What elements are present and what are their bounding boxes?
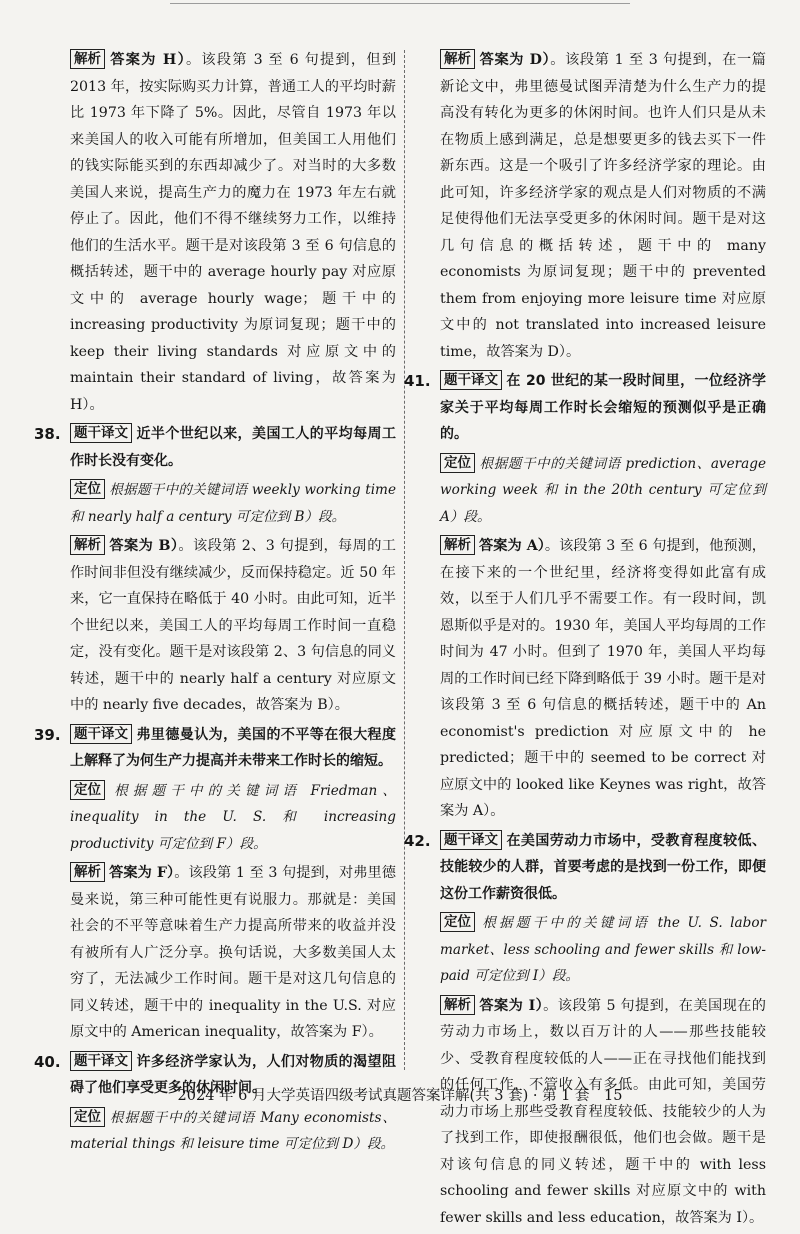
question-42-text: 在美国劳动力市场中，受教育程度较低、技能较少的人群，首要考虑的是找到一份工作，即便这份工作薪资很低。	[440, 832, 766, 902]
locate-label: 定位	[440, 912, 475, 932]
question-41-analysis: 。该段第 3 至 6 句提到，他预测，在接下来的一个世纪里，经济将变得如此富有成效，以至于人们几乎不需要工作。有一段时间，凯恩斯似乎是对的。1930 年，美国人平均每周的工作时间为 47 小时。但到了 1970 年，美国人平均每周的工作时间已经下降到略低于 39 小时。题干是对该段第 3 至 6 句信息的概括转述，题干中的 An economist's prediction 对应原文中的 he predicted；题干中的 seemed to be correct 对应原文中的 looked like Keynes was right，故答案为 A）。	[440, 538, 766, 819]
top-rule	[170, 3, 630, 4]
answer-38: 答案为 B）	[109, 538, 179, 554]
analysis-label: 解析	[440, 49, 475, 69]
locate-label: 定位	[440, 453, 475, 473]
analysis-label: 解析	[440, 535, 475, 555]
translation-label: 题干译文	[70, 724, 132, 744]
question-38-analysis: 。该段第 2、3 句提到，每周的工作时间非但没有继续减少，反而保持稳定。近 50 年来，它一直保持在略低于 40 小时。由此可知，近半个世纪以来，美国工人的平均每周工作时间一直稳定，没有变化。题干是对该段第 2、3 句信息的同义转述，题干中的 nearly half a century 对应原文中的 nearly five decades，故答案为 B）。	[70, 538, 396, 713]
answer-39: 答案为 F）	[109, 865, 175, 881]
question-42	[404, 828, 766, 1232]
analysis-label: 解析	[70, 49, 105, 69]
question-38-locate: 根据题干中的关键词语 weekly working time 和 nearly half a century 可定位到 B）段。	[70, 482, 396, 525]
translation-label: 题干译文	[440, 830, 502, 850]
answer-42: 答案为 I）	[479, 997, 544, 1014]
analysis-paragraph-h	[70, 47, 396, 418]
question-41	[404, 368, 766, 825]
locate-label: 定位	[70, 1107, 105, 1127]
question-number-42: 42.	[404, 831, 431, 850]
answer-40: 答案为 D）	[479, 52, 551, 68]
answer-41: 答案为 A）	[479, 538, 545, 554]
question-42-analysis: 。该段第 5 句提到，在美国现在的劳动力市场上，数以百万计的人——那些技能较少、受教育程度较低的人——正在寻找他们能找到的任何工作，不管收入有多低。由此可知，美国劳动力市场上那些受教育程度较低、技能较少的人为了找到工作，即使报酬很低，他们也会做。题干是对该句信息的同义转述，题干中的 with less schooling and fewer skills 对应原文中的 with fewer skills and less education，故答案为 I）。	[440, 997, 766, 1226]
question-number-38: 38.	[34, 425, 61, 443]
question-number-39: 39.	[34, 725, 61, 744]
question-number-40: 40.	[34, 1052, 61, 1071]
page-footer: 2024 年 6 月大学英语四级考试真题答案详解(共 3 套) · 第 1 套 15	[177, 1088, 623, 1104]
right-column	[404, 47, 766, 1234]
question-41-locate: 根据题干中的关键词语 prediction、average working week 和 in the 20th century 可定位到 A）段。	[440, 455, 766, 525]
question-40-text: 许多经济学家认为，人们对物质的渴望阻碍了他们享受更多的休闲时间。	[70, 1053, 396, 1096]
question-38-text: 近半个世纪以来，美国工人的平均每周工作时长没有变化。	[70, 426, 396, 469]
translation-label: 题干译文	[70, 1051, 132, 1071]
analysis-paragraph-d	[440, 47, 766, 365]
question-39-locate: 根据题干中的关键词语 Friedman、inequality in the U. S. 和 increasing productivity 可定位到 F）段。	[70, 782, 396, 852]
locate-label: 定位	[70, 479, 105, 499]
question-40-locate: 根据题干中的关键词语 Many economists、material things 和 leisure time 可定位到 D）段。	[70, 1109, 396, 1152]
analysis-label: 解析	[440, 995, 475, 1015]
translation-label: 题干译文	[70, 423, 132, 443]
analysis-text-h: 。该段第 3 至 6 句提到，但到 2013 年，按实际购买力计算，普通工人的平均时薪比 1973 年下降了 5%。因此，尽管自 1973 年以来美国人的收入可能有所增加，但美国工人用他们的钱实际能买到的东西却减少了。对当时的大多数美国人来说，提高生产力的魔力在 1973 年左右就停止了。因此，他们不得不继续努力工作，以维持他们的生活水平。题干是对该段第 3 至 6 句信息的概括转述，题干中的 average hourly pay 对应原文中的 average hourly wage；题干中的 increasing productivity 为原词复现；题干中的 keep their living standards 对应原文中的 maintain their standard of living，故答案为 H）。	[70, 52, 397, 413]
answer-h: 答案为 H）	[109, 52, 186, 68]
left-column	[34, 47, 397, 1161]
analysis-label: 解析	[70, 535, 105, 555]
translation-label: 题干译文	[440, 370, 502, 390]
question-39	[34, 722, 396, 1046]
question-number-41: 41.	[404, 372, 431, 390]
question-40-analysis: 。该段第 1 至 3 句提到，在一篇新论文中，弗里德曼试图弄清楚为什么生产力的提高没有转化为更多的休闲时间。也许人们只是从未在物质上感到满足，总是想要更多的钱去买下一件新东西。这是一个吸引了许多经济学家的理论。由此可知，许多经济学家的观点是人们对物质的不满足使得他们无法享受更多的休闲时间。题干是对这几句信息的概括转述，题干中的 many economists 为原词复现；题干中的 prevented them from enjoying more leisure time 对应原文中的 not translated into increased leisure time，故答案为 D）。	[440, 52, 766, 360]
question-42-locate: 根据题干中的关键词语 the U. S. labor market、less schooling and fewer skills 和 low-paid 可定位到 I）段。	[440, 915, 766, 984]
analysis-label: 解析	[70, 862, 105, 882]
question-39-analysis: 。该段第 1 至 3 句提到，对弗里德曼来说，第三种可能性更有说服力。那就是：美国社会的不平等意味着生产力提高所带来的收益并没有被所有人广泛分享。换句话说，大多数美国人太穷了，无法减少工作时间。题干是对这几句信息的同义转述，题干中的 inequality in the U.S. 对应原文中的 American inequality，故答案为 F）。	[70, 865, 396, 1040]
column-divider	[404, 50, 405, 1070]
locate-label: 定位	[70, 780, 105, 800]
question-41-text: 在 20 世纪的某一段时间里，一位经济学家关于平均每周工作时长会缩短的预测似乎是正确的。	[440, 373, 766, 442]
question-38	[34, 421, 396, 719]
question-39-text: 弗里德曼认为，美国的不平等在很大程度上解释了为何生产力提高并未带来工作时长的缩短。	[70, 726, 396, 769]
